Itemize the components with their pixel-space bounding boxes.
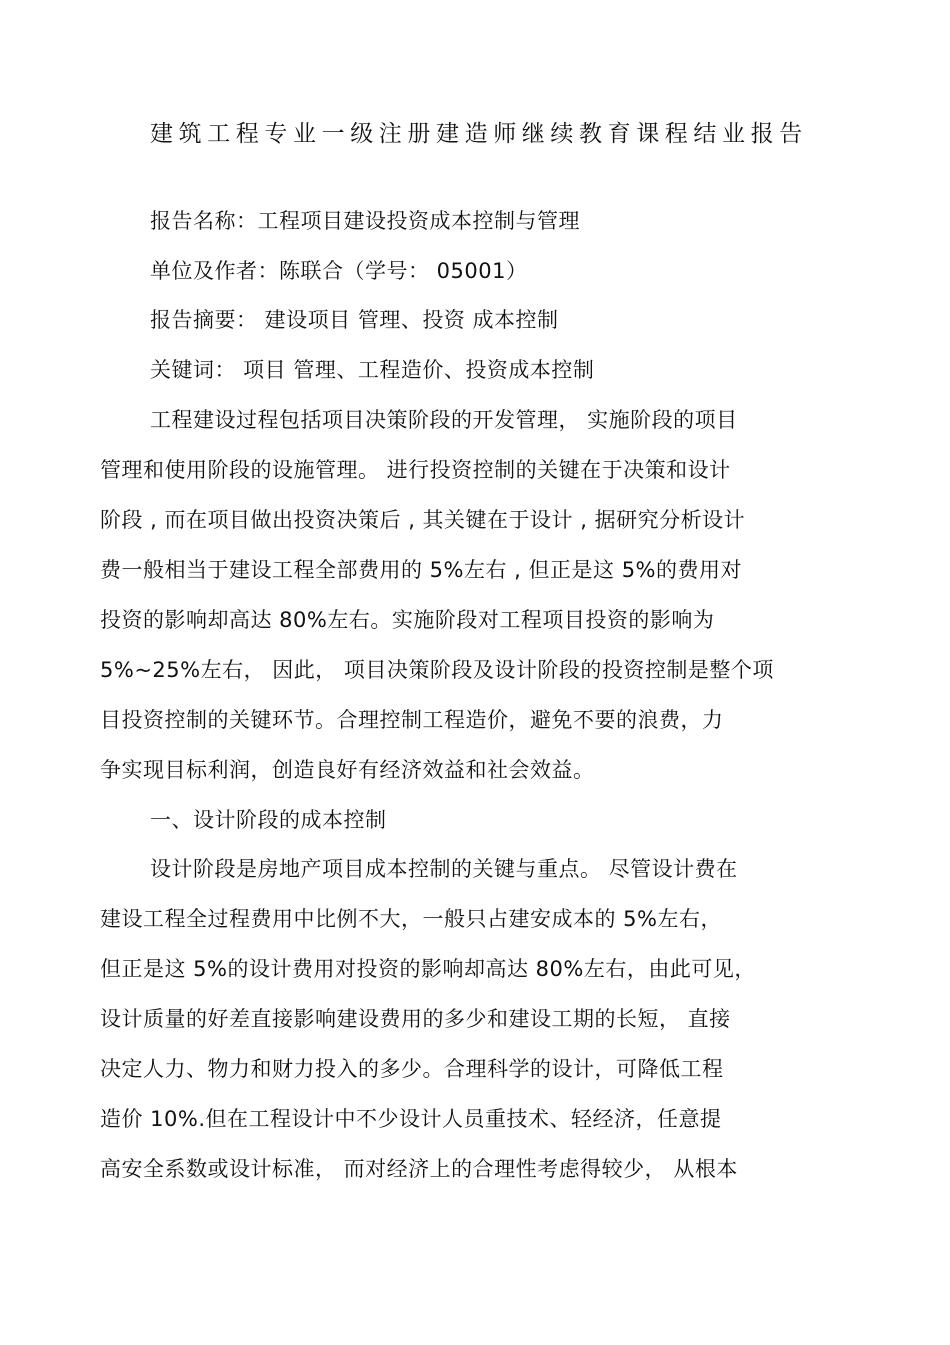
paragraph-line: 造价 10%.但在工程设计中不少设计人员重技术、轻经济，任意提	[100, 1107, 722, 1131]
section-heading: 一、设计阶段的成本控制	[150, 808, 387, 832]
paragraph-line: 但正是这 5%的设计费用对投资的影响却高达 80%左右，由此可见，	[100, 957, 756, 981]
paragraph-line: 设计阶段是房地产项目成本控制的关键与重点。 尽管设计费在	[150, 857, 738, 881]
paragraph-line: 管理和使用阶段的设施管理。 进行投资控制的关键在于决策和设计	[100, 458, 731, 482]
paragraph-line: 投资的影响却高达 80%左右。实施阶段对工程项目投资的影响为	[100, 608, 715, 632]
abstract-line: 报告摘要： 建设项目 管理、投资 成本控制	[150, 308, 559, 332]
keywords-line: 关键词： 项目 管理、工程造价、投资成本控制	[150, 358, 595, 382]
paragraph-line: 5%~25%左右， 因此， 项目决策阶段及设计阶段的投资控制是整个项	[100, 658, 774, 682]
paragraph-line: 高安全系数或设计标准， 而对经济上的合理性考虑得较少， 从根本	[100, 1157, 738, 1181]
author-line: 单位及作者：陈联合（学号： 05001）	[150, 259, 528, 283]
paragraph-line: 工程建设过程包括项目决策阶段的开发管理， 实施阶段的项目	[150, 408, 738, 432]
document-title: 建筑工程专业一级注册建造师继续教育课程结业报告	[150, 121, 808, 147]
paragraph-line: 建设工程全过程费用中比例不大，一般只占建安成本的 5%左右，	[100, 907, 722, 931]
paragraph-line: 决定人力、物力和财力投入的多少。合理科学的设计，可降低工程	[100, 1057, 724, 1081]
paragraph-line: 目投资控制的关键环节。合理控制工程造价，避免不要的浪费，力	[100, 708, 724, 732]
paragraph-line: 争实现目标利润，创造良好有经济效益和社会效益。	[100, 758, 595, 782]
paragraph-line: 阶段 , 而在项目做出投资决策后 , 其关键在于设计 , 据研究分析设计	[100, 508, 746, 532]
paragraph-line: 设计质量的好差直接影响建设费用的多少和建设工期的长短， 直接	[100, 1007, 731, 1031]
paragraph-line: 费一般相当于建设工程全部费用的 5%左右 , 但正是这 5%的费用对	[100, 558, 743, 582]
report-name-line: 报告名称：工程项目建设投资成本控制与管理	[150, 209, 580, 233]
